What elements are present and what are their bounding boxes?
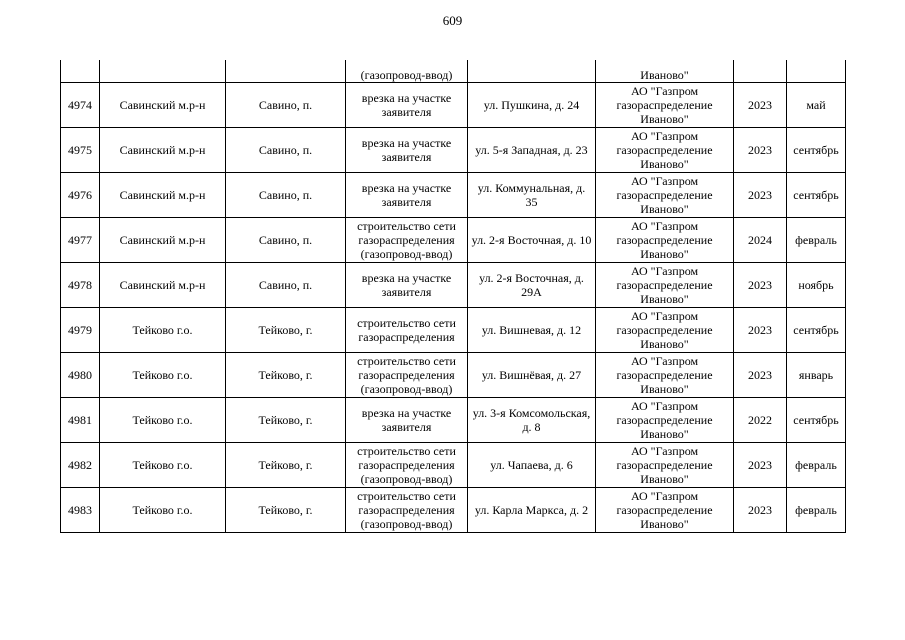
cell-work-type: строительство сети газораспределения (газопровод-ввод) <box>346 353 468 398</box>
cell-district <box>100 60 226 83</box>
cell-month: ноябрь <box>787 263 846 308</box>
cell-address: ул. Коммунальная, д. 35 <box>468 173 596 218</box>
cell-organization: АО "Газпром газораспределение Иваново" <box>596 83 734 128</box>
cell-num: 4979 <box>61 308 100 353</box>
cell-address: ул. Вишневая, д. 12 <box>468 308 596 353</box>
table-row <box>61 263 846 308</box>
cell-work-type: врезка на участке заявителя <box>346 173 468 218</box>
cell-month: май <box>787 83 846 128</box>
cell-organization: АО "Газпром газораспределение Иваново" <box>596 218 734 263</box>
cell-settlement <box>226 60 346 83</box>
page-number: 609 <box>442 13 463 28</box>
cell-organization: АО "Газпром газораспределение Иваново" <box>596 173 734 218</box>
cell-settlement: Савино, п. <box>226 83 346 128</box>
cell-district: Савинский м.р-н <box>100 173 226 218</box>
cell-month: сентябрь <box>787 173 846 218</box>
cell-settlement: Савино, п. <box>226 173 346 218</box>
cell-district: Тейково г.о. <box>100 353 226 398</box>
cell-organization: АО "Газпром газораспределение Иваново" <box>596 488 734 533</box>
cell-address: ул. 3-я Комсомольская, д. 8 <box>468 398 596 443</box>
cell-address <box>468 60 596 83</box>
cell-num: 4978 <box>61 263 100 308</box>
cell-work-type: врезка на участке заявителя <box>346 398 468 443</box>
cell-district: Савинский м.р-н <box>100 263 226 308</box>
cell-num: 4981 <box>61 398 100 443</box>
cell-num: 4977 <box>61 218 100 263</box>
cell-month: сентябрь <box>787 398 846 443</box>
cell-settlement: Тейково, г. <box>226 398 346 443</box>
cell-work-type: врезка на участке заявителя <box>346 263 468 308</box>
cell-district: Тейково г.о. <box>100 398 226 443</box>
cell-work-type: строительство сети газораспределения <box>346 308 468 353</box>
cell-num: 4982 <box>61 443 100 488</box>
cell-settlement: Тейково, г. <box>226 443 346 488</box>
cell-year: 2023 <box>734 83 787 128</box>
cell-work-type: (газопровод-ввод) <box>346 60 468 83</box>
cell-settlement: Тейково, г. <box>226 308 346 353</box>
cell-num: 4974 <box>61 83 100 128</box>
cell-settlement: Тейково, г. <box>226 488 346 533</box>
cell-year <box>734 60 787 83</box>
cell-district: Савинский м.р-н <box>100 128 226 173</box>
cell-organization: АО "Газпром газораспределение Иваново" <box>596 308 734 353</box>
cell-settlement: Савино, п. <box>226 218 346 263</box>
cell-month <box>787 60 846 83</box>
cell-month: февраль <box>787 443 846 488</box>
cell-year: 2023 <box>734 353 787 398</box>
cell-address: ул. Чапаева, д. 6 <box>468 443 596 488</box>
table-body <box>61 60 846 533</box>
cell-num: 4980 <box>61 353 100 398</box>
cell-num <box>61 60 100 83</box>
table-row <box>61 488 846 533</box>
cell-settlement: Савино, п. <box>226 263 346 308</box>
cell-work-type: строительство сети газораспределения (газопровод-ввод) <box>346 488 468 533</box>
cell-year: 2023 <box>734 443 787 488</box>
cell-num: 4975 <box>61 128 100 173</box>
cell-month: сентябрь <box>787 308 846 353</box>
table-row <box>61 353 846 398</box>
cell-month: январь <box>787 353 846 398</box>
table-row <box>61 173 846 218</box>
cell-address: ул. 5-я Западная, д. 23 <box>468 128 596 173</box>
cell-settlement: Тейково, г. <box>226 353 346 398</box>
cell-organization: АО "Газпром газораспределение Иваново" <box>596 398 734 443</box>
continuation-row <box>61 60 846 83</box>
cell-month: февраль <box>787 488 846 533</box>
cell-num: 4983 <box>61 488 100 533</box>
cell-year: 2024 <box>734 218 787 263</box>
cell-year: 2023 <box>734 308 787 353</box>
cell-address: ул. 2-я Восточная, д. 29А <box>468 263 596 308</box>
cell-address: ул. 2-я Восточная, д. 10 <box>468 218 596 263</box>
cell-organization: АО "Газпром газораспределение Иваново" <box>596 128 734 173</box>
cell-address: ул. Вишнёвая, д. 27 <box>468 353 596 398</box>
cell-year: 2023 <box>734 173 787 218</box>
cell-work-type: строительство сети газораспределения (газопровод-ввод) <box>346 218 468 263</box>
cell-month: сентябрь <box>787 128 846 173</box>
cell-year: 2023 <box>734 488 787 533</box>
cell-organization: АО "Газпром газораспределение Иваново" <box>596 263 734 308</box>
cell-month: февраль <box>787 218 846 263</box>
cell-organization: АО "Газпром газораспределение Иваново" <box>596 443 734 488</box>
cell-work-type: врезка на участке заявителя <box>346 128 468 173</box>
cell-district: Тейково г.о. <box>100 308 226 353</box>
cell-district: Савинский м.р-н <box>100 218 226 263</box>
gasification-table <box>60 60 846 533</box>
table-row <box>61 398 846 443</box>
table-row <box>61 308 846 353</box>
cell-year: 2023 <box>734 128 787 173</box>
table-row <box>61 83 846 128</box>
cell-work-type: врезка на участке заявителя <box>346 83 468 128</box>
table-row <box>61 218 846 263</box>
cell-settlement: Савино, п. <box>226 128 346 173</box>
table-row <box>61 128 846 173</box>
cell-organization: Иваново" <box>596 60 734 83</box>
cell-district: Тейково г.о. <box>100 488 226 533</box>
cell-district: Савинский м.р-н <box>100 83 226 128</box>
cell-year: 2023 <box>734 263 787 308</box>
cell-address: ул. Пушкина, д. 24 <box>468 83 596 128</box>
cell-organization: АО "Газпром газораспределение Иваново" <box>596 353 734 398</box>
cell-address: ул. Карла Маркса, д. 2 <box>468 488 596 533</box>
cell-work-type: строительство сети газораспределения (газопровод-ввод) <box>346 443 468 488</box>
cell-num: 4976 <box>61 173 100 218</box>
table-row <box>61 443 846 488</box>
cell-year: 2022 <box>734 398 787 443</box>
cell-district: Тейково г.о. <box>100 443 226 488</box>
